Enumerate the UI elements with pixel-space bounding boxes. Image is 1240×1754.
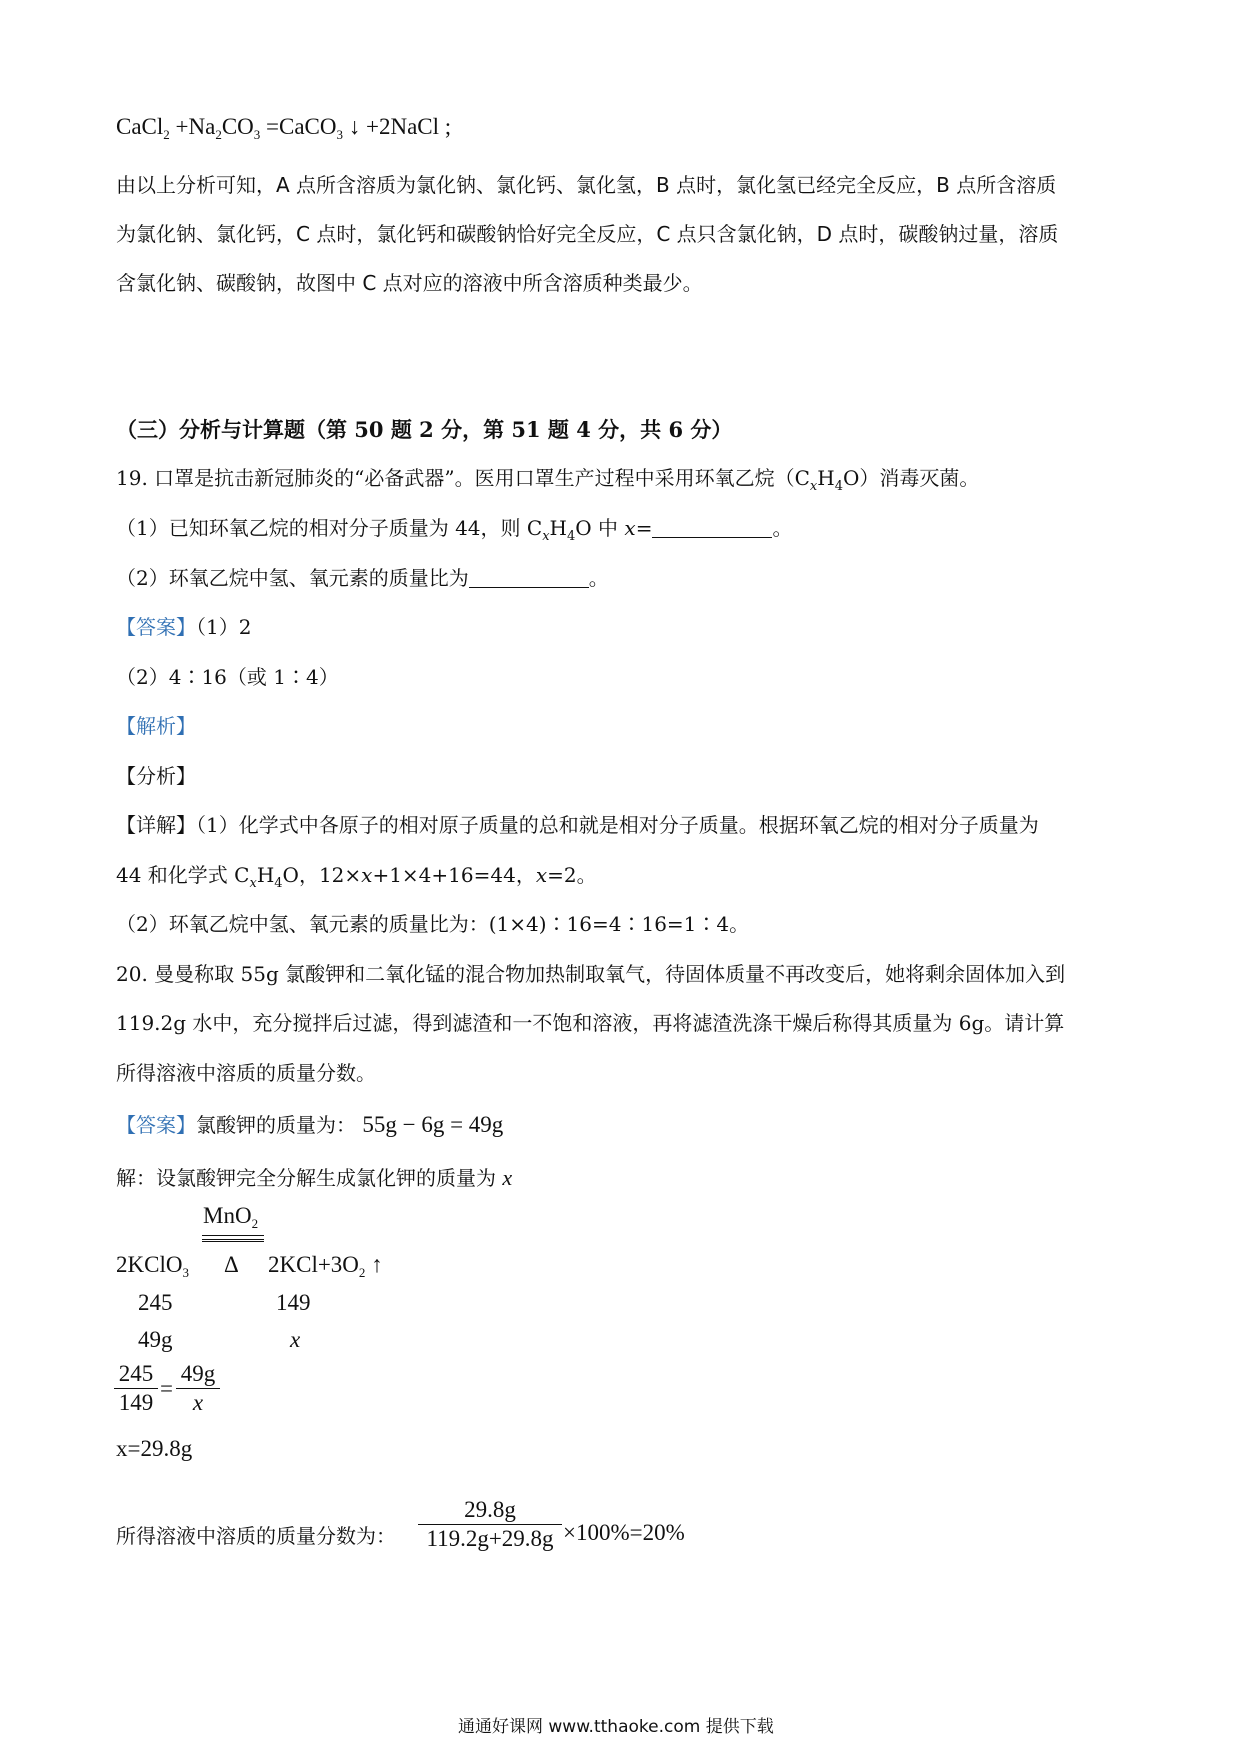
q20-solve-line: 解：设氯酸钾完全分解生成氯化钾的质量为 x [116,1165,513,1190]
given-product: x [290,1327,301,1352]
answer-blank-1[interactable] [652,517,772,538]
q19-answer-line-2: （2）4∶16（或 1∶4） [116,665,339,689]
section-title: （三）分析与计算题（第 50 题 2 分，第 51 题 4 分，共 6 分） [116,417,733,442]
q19-part-1: （1）已知环氧乙烷的相对分子质量为 44，则 $C_xH_4O$ 中 x= 。 [116,516,793,544]
ratio-right-fraction: 49g x [176,1360,220,1416]
analysis-tag: 【解析】 [116,714,196,738]
reactant-formula: 2KClO$_3$ [116,1252,189,1280]
analysis-line-3: 含氯化钠、碳酸钠，故图中 C 点对应的溶液中所含溶质种类最少。 [116,271,703,295]
q20-stem-line-2: 119.2g 水中，充分搅拌后过滤，得到滤渣和一不饱和溶液，再将滤渣洗涤干燥后称得其质量为 6g。请计算 [116,1011,1065,1035]
ratio-equals: = [160,1376,173,1401]
detail-line-2: 44 和化学式 $C_xH_4O$，12×x+1×4+16=44，x=2。 [116,863,597,891]
q19-answer-line-1: 【答案】（1）2 [116,615,252,639]
page-footer: 通通好课网 www.tthaoke.com 提供下载 [458,1717,774,1737]
mass-product: 149 [276,1290,311,1315]
analysis-line-1: 由以上分析可知，A 点所含溶质为氯化钠、氯化钙、氯化氢，B 点时，氯化氢已经完全反应，B 点所含溶质 [116,173,1057,197]
equation-cacl2-na2co3: CaCl$_2$ $+Na_2CO_3$ =CaCO$_3$ ↓ +2NaCl ; [116,114,452,142]
q20-answer-line: 【答案】氯酸钾的质量为： 55g − 6g = 49g [116,1112,504,1137]
mass-reactant: 245 [138,1290,173,1315]
final-fraction-tail: ×100%=20% [563,1520,685,1545]
final-fraction: 29.8g 119.2g+29.8g [418,1496,562,1552]
product-formula: $2KCl+3O_2$ ↑ [268,1252,383,1280]
q19-part-2: （2）环氧乙烷中氢、氧元素的质量比为 。 [116,566,609,590]
fenxi-tag: 【分析】 [116,764,196,788]
analysis-line-2: 为氯化钠、氯化钙，C 点时，氯化钙和碳酸钠恰好完全反应，C 点只含氯化钠，D 点时，碳酸钠过量，溶质 [116,222,1059,246]
final-fraction-label: 所得溶液中溶质的质量分数为： [116,1524,396,1548]
heat-symbol: Δ [224,1252,239,1277]
given-reactant: 49g [138,1327,173,1352]
answer-blank-2[interactable] [469,567,589,588]
q19-stem: 19. 口罩是抗击新冠肺炎的“必备武器”。医用口罩生产过程中采用环氧乙烷$(C_xH_4O)$消毒灭菌。 [116,466,980,494]
reaction-double-line [202,1235,264,1240]
answer-tag: 【答案】 [116,1113,196,1137]
detail-line-1: 【详解】（1）化学式中各原子的相对原子质量的总和就是相对分子质量。根据环氧乙烷的相对分子质量为 [116,813,1039,837]
detail-line-3: （2）环氧乙烷中氢、氧元素的质量比为：(1×4)∶16=4∶16=1∶4。 [116,912,750,936]
answer-tag: 【答案】 [116,615,196,639]
catalyst-label: MnO$_2$ [203,1203,259,1231]
reaction-double-line-lower [202,1241,264,1242]
result-line: x=29.8g [116,1436,193,1461]
q20-stem-line-1: 20. 曼曼称取 55g 氯酸钾和二氧化锰的混合物加热制取氧气，待固体质量不再改变后，她将剩余固体加入到 [116,962,1066,986]
q20-stem-line-3: 所得溶液中溶质的质量分数。 [116,1061,376,1085]
ratio-left-fraction: 245 149 [114,1360,158,1416]
